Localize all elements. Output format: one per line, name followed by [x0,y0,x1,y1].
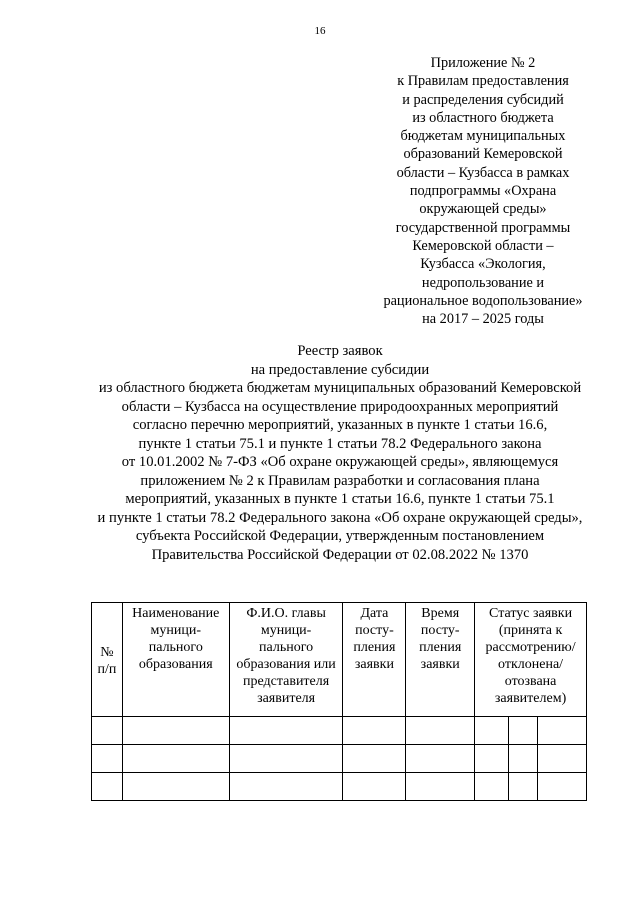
header-line: образования или [236,657,336,672]
header-line: заявителем) [494,691,567,706]
table-row [92,745,587,773]
appendix-line: Кемеровской области – [412,237,554,254]
header-line: муници- [260,623,312,638]
header-line: образования [138,657,213,672]
appendix-line: к Правилам предоставления [397,73,569,90]
header-line: Ф.И.О. главы [246,606,326,621]
appendix-line: и распределения субсидий [402,91,564,108]
table-row [92,773,587,801]
appendix-line: бюджетам муниципальных [400,128,566,145]
table-cell [509,773,538,801]
registry-title-line: на предоставление субсидии [250,361,430,378]
table-cell [538,745,587,773]
registry-title-line: и пункте 1 статьи 78.2 Федерального закона «Об охране окружающей среды», [97,509,583,526]
table-cell [92,773,123,801]
table-cell [343,773,406,801]
header-line: № [100,644,114,660]
header-line: заявки [354,657,394,672]
table-cell [343,745,406,773]
table-cell [475,717,509,745]
header-line: представителя [242,674,330,689]
header-receipt-date [343,603,406,717]
table-cell [538,717,587,745]
appendix-line: подпрограммы «Охрана [409,183,557,200]
table-cell [92,717,123,745]
appendix-line: на 2017 – 2025 годы [422,311,544,328]
header-line: муници- [150,623,202,638]
registry-title-line: из областного бюджета бюджетам муниципальных образований Кемеровской [98,380,582,396]
registry-table [91,602,587,801]
appendix-line: образований Кемеровской [403,146,563,163]
appendix-line: области – Кузбасса в рамках [396,164,570,181]
header-line: пления [353,640,396,655]
appendix-line: Приложение № 2 [430,55,536,71]
appendix-line: Кузбасса «Экология, [420,256,546,273]
appendix-line: государственной программы [395,219,571,236]
header-line: заявителя [257,691,316,706]
registry-title-line: области – Кузбасса на осуществление природоохранных мероприятий [121,398,559,415]
registry-title [40,342,640,564]
header-line: посту- [420,623,460,638]
table-header-row [92,603,587,717]
table-cell [229,717,343,745]
appendix-header [365,54,601,328]
table-cell [406,717,475,745]
table-cell [92,745,123,773]
registry-title-line: субъекта Российской Федерации, утвержденным постановлением [135,528,545,544]
appendix-line: рациональное водопользование» [383,292,583,309]
header-line: посту- [355,623,394,638]
registry-title-line: приложением № 2 к Правилам разработки и согласования плана [140,472,540,489]
table-cell [122,745,229,773]
header-line: отклонена/ [498,657,564,672]
table-cell [229,773,343,801]
appendix-line: из областного бюджета [412,109,554,126]
header-line: отозвана [504,674,557,689]
registry-title-line: Реестр заявок [297,343,383,359]
table-cell [122,773,229,801]
registry-title-line: пункте 1 статьи 75.1 и пункте 1 статьи 78.2 Федерального закона [138,435,542,452]
table-cell [509,745,538,773]
header-line: пального [148,640,203,655]
header-municipality [122,603,229,717]
table-row [92,717,587,745]
table-cell [406,745,475,773]
table-cell [475,773,509,801]
table-cell [406,773,475,801]
header-line: рассмотрению/ [485,640,576,655]
registry-title-line: согласно перечню мероприятий, указанных в пункте 1 статьи 16.6, [132,417,548,433]
header-line: Статус заявки [489,606,573,621]
header-line: п/п [97,661,117,677]
table-cell [122,717,229,745]
appendix-line: недропользование и [421,274,545,291]
registry-title-line: мероприятий, указанных в пункте 1 статьи 16.6, пункте 1 статьи 75.1 [125,491,555,507]
header-status [475,603,587,717]
header-number [92,603,123,717]
registry-title-line: Правительства Российской Федерации от 02.08.2022 № 1370 [151,546,529,563]
table-cell [509,717,538,745]
header-line: пления [419,640,462,655]
appendix-line: окружающей среды» [419,201,547,218]
page-number: 16 [314,25,326,37]
header-line: (принята к [498,623,563,638]
table-cell [538,773,587,801]
header-line: пального [259,640,314,655]
registry-title-line: от 10.01.2002 № 7-ФЗ «Об охране окружающей среды», являющемуся [121,454,559,470]
table-cell [343,717,406,745]
header-receipt-time [406,603,475,717]
table-cell [229,745,343,773]
header-line: заявки [420,657,460,672]
header-line: Наименование [132,606,220,621]
table-cell [475,745,509,773]
header-line: Дата [360,606,389,621]
header-head-name [229,603,343,717]
header-line: Время [421,606,460,621]
